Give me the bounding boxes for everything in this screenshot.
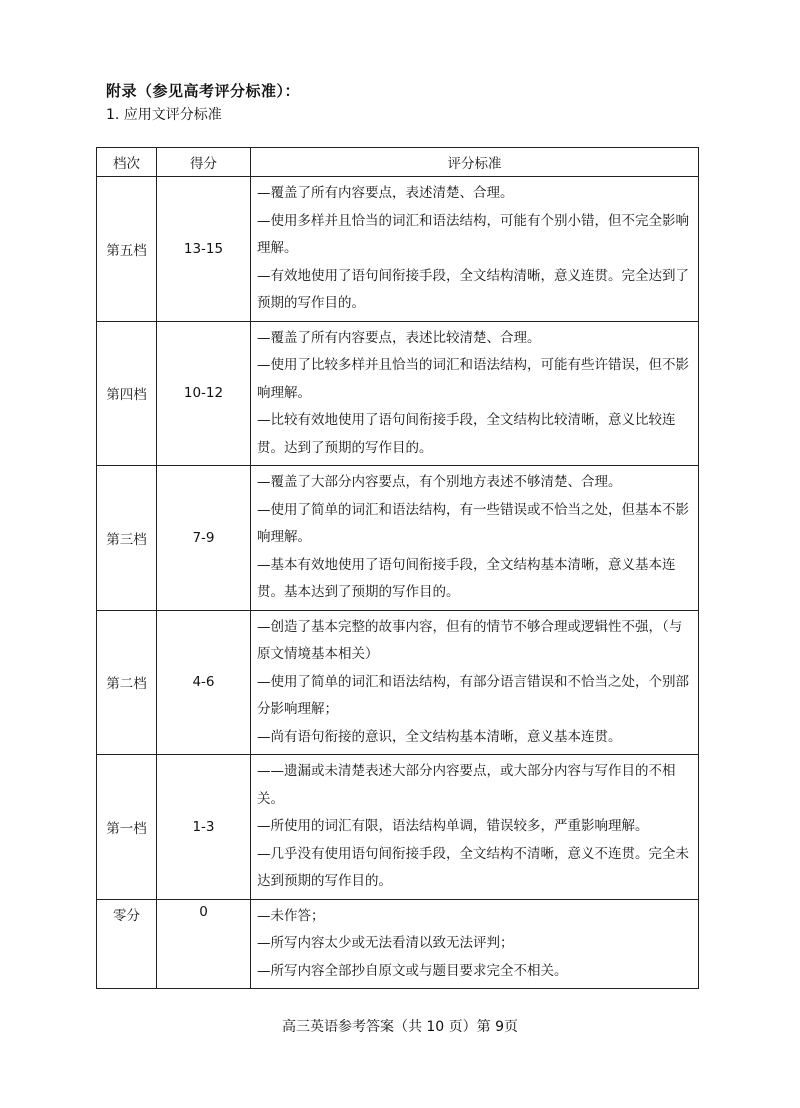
level-cell: 第四档 — [97, 321, 157, 466]
score-cell: 7-9 — [157, 466, 251, 611]
table-row — [97, 755, 699, 900]
level-cell: 第一档 — [97, 755, 157, 900]
criterion-line: —几乎没有使用语句间衔接手段，全文结构不清晰，意义不连贯。完全未达到预期的写作目的。 — [257, 845, 689, 889]
criteria-cell — [251, 177, 699, 322]
page-footer: 高三英语参考答案（共 10 页）第 9页 — [281, 1019, 519, 1035]
score-cell: 0 — [157, 899, 251, 989]
criterion-line: —有效地使用了语句间衔接手段，全文结构清晰，意义连贯。完全达到了预期的写作目的。 — [257, 267, 689, 311]
level-cell: 零分 — [97, 899, 157, 989]
level-cell: 第五档 — [97, 177, 157, 322]
criterion-line: —创造了基本完整的故事内容，但有的情节不够合理或逻辑性不强，（与原文情境基本相关） — [257, 618, 683, 662]
criteria-cell — [251, 321, 699, 466]
criterion-line: —使用多样并且恰当的词汇和语法结构，可能有个别小错，但不完全影响理解。 — [257, 212, 689, 256]
criterion-line: —覆盖了所有内容要点，表述清楚、合理。 — [257, 185, 514, 201]
criterion-line: —覆盖了大部分内容要点，有个别地方表述不够清楚、合理。 — [257, 474, 622, 490]
criterion-line: —使用了简单的词汇和语法结构，有一些错误或不恰当之处，但基本不影响理解。 — [257, 501, 689, 545]
criteria-cell — [251, 466, 699, 611]
criterion-line: —使用了简单的词汇和语法结构，有部分语言错误和不恰当之处，个别部分影响理解； — [257, 673, 689, 717]
criterion-line: —尚有语句衔接的意识，全文结构基本清晰，意义基本连贯。 — [257, 728, 622, 745]
table-header-row — [97, 148, 699, 177]
table-row — [97, 610, 699, 755]
score-cell: 10-12 — [157, 321, 251, 466]
level-cell: 第三档 — [97, 466, 157, 611]
criterion-line: —未作答； — [257, 907, 325, 924]
scoring-rubric-table — [96, 147, 699, 989]
level-cell: 第二档 — [97, 610, 157, 755]
header-level: 档次 — [97, 148, 157, 177]
table-row — [97, 899, 699, 989]
criterion-line: —所写内容全部抄自原文或与题目要求完全不相关。 — [257, 962, 568, 979]
criterion-line: —所使用的词汇有限，语法结构单调，错误较多，严重影响理解。 — [257, 818, 649, 834]
header-score: 得分 — [157, 148, 251, 177]
criterion-line: —覆盖了所有内容要点，表述比较清楚、合理。 — [257, 329, 541, 346]
criteria-cell — [251, 755, 699, 900]
criterion-line: —比较有效地使用了语句间衔接手段，全文结构比较清晰，意义比较连贯。达到了预期的写作目的。 — [257, 412, 676, 456]
criteria-cell — [251, 899, 699, 989]
score-cell: 4-6 — [157, 610, 251, 755]
table-row — [97, 466, 699, 611]
section-subheading: 1. 应用文评分标准 — [106, 107, 222, 123]
criterion-line: —基本有效地使用了语句间衔接手段，全文结构基本清晰，意义基本连贯。基本达到了预期的写作目的。 — [257, 556, 676, 600]
criterion-line: —使用了比较多样并且恰当的词汇和语法结构，可能有些许错误，但不影响理解。 — [257, 357, 689, 401]
score-cell: 13-15 — [157, 177, 251, 322]
appendix-heading: 附录（参见高考评分标准）： — [106, 82, 301, 100]
criterion-line: —所写内容太少或无法看清以致无法评判； — [257, 935, 514, 951]
table-row — [97, 177, 699, 322]
header-criteria: 评分标准 — [251, 148, 699, 177]
table-row — [97, 321, 699, 466]
criterion-line: ——遗漏或未清楚表述大部分内容要点，或大部分内容与写作目的不相关。 — [257, 763, 676, 807]
score-cell: 1-3 — [157, 755, 251, 900]
criteria-cell — [251, 610, 699, 755]
